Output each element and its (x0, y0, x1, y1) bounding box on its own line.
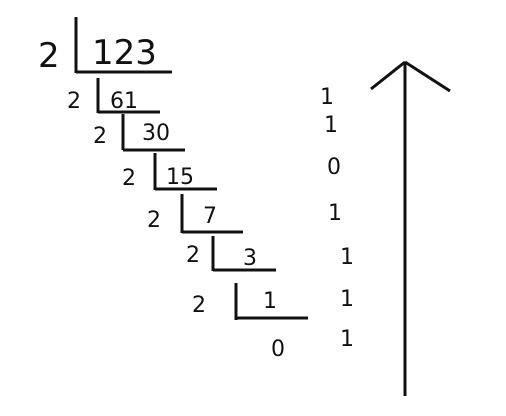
top-divisor: 2 (38, 36, 60, 76)
division-row-top (38, 17, 172, 76)
division-step (122, 153, 217, 191)
top-dividend: 123 (92, 33, 157, 73)
remainder-digit: 1 (340, 287, 354, 312)
step-divisor: 2 (192, 293, 206, 318)
step-quotient: 1 (263, 289, 277, 314)
division-step (93, 114, 185, 150)
remainder-digit: 1 (340, 245, 354, 270)
read-direction-arrow-icon (371, 62, 450, 396)
remainder-digit: 1 (340, 327, 354, 352)
step-quotient: 7 (203, 204, 217, 229)
arrow-head-left (371, 62, 405, 89)
step-quotient: 61 (110, 89, 138, 114)
remainder-digit: 0 (327, 155, 341, 180)
remainder-digit: 1 (328, 201, 342, 226)
step-divisor: 2 (93, 124, 107, 149)
step-quotient: 30 (142, 121, 170, 146)
step-divisor: 2 (122, 166, 136, 191)
remainder-digit: 1 (324, 113, 338, 138)
step-divisor: 2 (67, 89, 81, 114)
remainder-digit: 1 (320, 85, 334, 110)
step-divisor: 2 (186, 243, 200, 268)
arrow-head-right (405, 62, 450, 91)
remainder-column (320, 85, 354, 352)
step-divisor: 2 (147, 208, 161, 233)
final-quotient: 0 (271, 337, 285, 362)
division-step (192, 283, 308, 320)
step-quotient: 3 (243, 246, 257, 271)
division-step (186, 236, 276, 271)
step-quotient: 15 (166, 165, 194, 190)
division-step (67, 78, 160, 114)
division-step (147, 194, 243, 233)
